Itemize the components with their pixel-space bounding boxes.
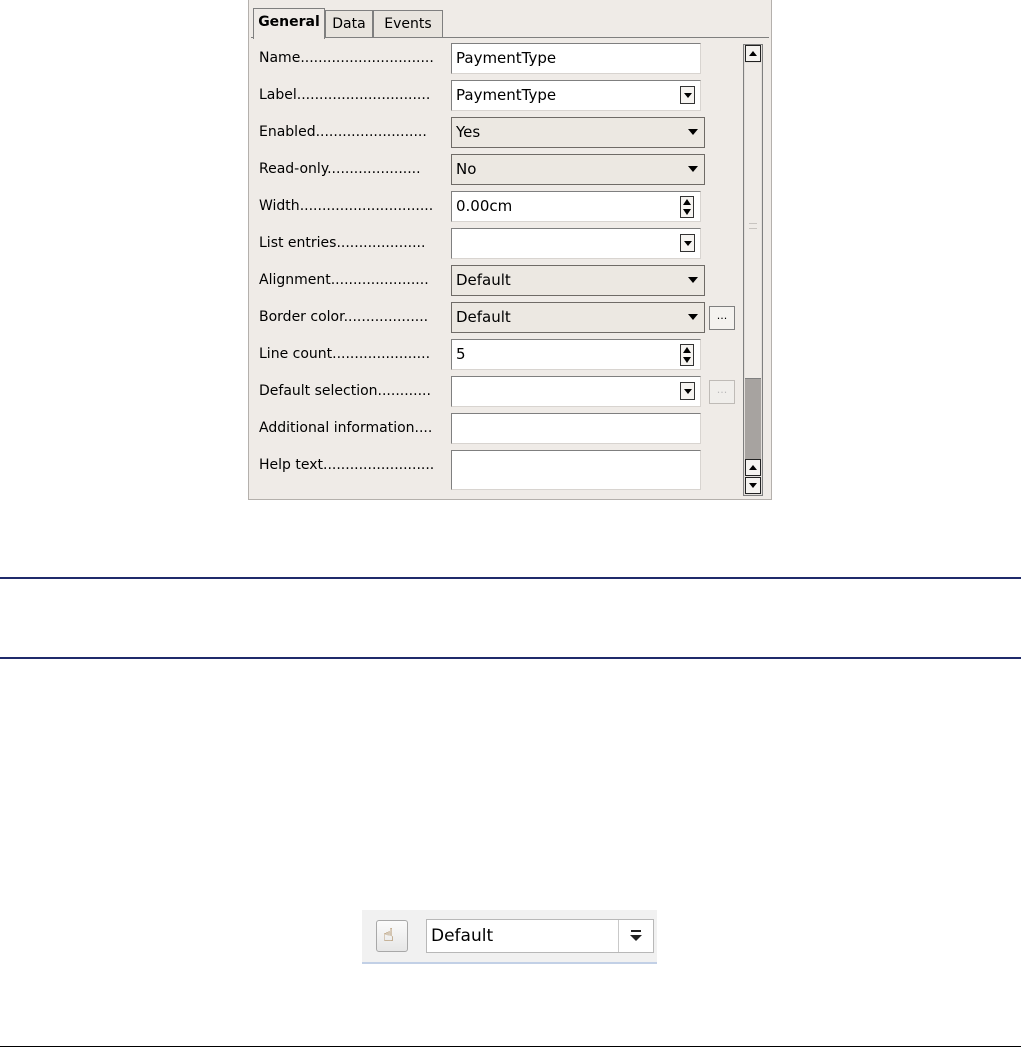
note-bottom-rule <box>0 657 1021 659</box>
arrow-down-icon <box>749 483 757 488</box>
property-label: Enabled......................... <box>259 124 427 140</box>
property-row-alignment <box>251 260 739 296</box>
alignment-listbox[interactable]: Default <box>451 265 705 296</box>
property-row-list-entries <box>251 223 739 259</box>
vertical-scrollbar[interactable] <box>743 44 763 496</box>
property-row-line-count <box>251 334 739 370</box>
property-row-width <box>251 186 739 222</box>
property-label: Name.............................. <box>259 50 434 66</box>
scroll-up-button[interactable] <box>745 45 761 62</box>
page-bottom-rule <box>0 1046 1021 1047</box>
width-spinbox[interactable]: 0.00cm <box>451 191 701 222</box>
dropdown-bar-icon <box>631 930 641 932</box>
arrow-up-icon <box>749 51 757 56</box>
tab-general[interactable]: General <box>253 8 325 39</box>
property-label: List entries.................... <box>259 235 426 251</box>
property-row-border-color <box>251 297 739 333</box>
note-top-rule <box>0 577 1021 579</box>
scroll-up-button-lower[interactable] <box>745 459 761 476</box>
property-label: Border color................... <box>259 309 429 325</box>
border-color-listbox[interactable]: Default <box>451 302 705 333</box>
chevron-down-icon <box>688 277 698 283</box>
dropdown-arrow-icon[interactable] <box>680 382 695 400</box>
property-label: Alignment...................... <box>259 272 429 288</box>
label-combo[interactable]: PaymentType <box>451 80 701 111</box>
dropdown-arrow-icon[interactable] <box>680 86 695 104</box>
form-toolbar <box>362 910 657 964</box>
property-row-help-text <box>251 445 739 481</box>
tab-data[interactable]: Data <box>325 10 373 37</box>
style-select[interactable]: Default <box>426 919 654 953</box>
property-label: Width.............................. <box>259 198 434 214</box>
chevron-down-icon <box>688 314 698 320</box>
property-label: Line count...................... <box>259 346 431 362</box>
property-row-label <box>251 75 739 111</box>
grip-icon <box>749 223 757 229</box>
help-text-field[interactable] <box>451 450 701 490</box>
border-color-ellipsis-button[interactable]: ... <box>709 306 735 330</box>
list-entries-combo[interactable] <box>451 228 701 259</box>
name-field[interactable]: PaymentType <box>451 43 701 74</box>
property-label: Read-only..................... <box>259 161 421 177</box>
read-only-listbox[interactable]: No <box>451 154 705 185</box>
select-separator <box>618 920 619 952</box>
spin-buttons-icon[interactable] <box>680 196 694 218</box>
arrow-up-icon <box>749 465 757 470</box>
property-row-enabled <box>251 112 739 148</box>
scroll-down-button[interactable] <box>745 477 761 494</box>
scroll-thumb[interactable] <box>745 63 761 379</box>
properties-dialog <box>248 0 772 500</box>
chevron-down-icon <box>688 166 698 172</box>
default-selection-ellipsis-button[interactable]: ... <box>709 380 735 404</box>
general-properties-panel <box>251 37 769 498</box>
hand-pointer-icon: ☝ <box>383 925 394 946</box>
property-row-default-selection <box>251 371 739 407</box>
property-row-name <box>251 38 739 74</box>
scroll-track[interactable] <box>745 379 761 459</box>
property-label: Additional information.... <box>259 420 433 436</box>
property-row-additional-information <box>251 408 739 444</box>
additional-information-field[interactable] <box>451 413 701 444</box>
tab-events[interactable]: Events <box>373 10 443 37</box>
chevron-down-icon[interactable] <box>630 935 642 941</box>
property-label: Default selection............ <box>259 383 431 399</box>
property-label: Label.............................. <box>259 87 431 103</box>
chevron-down-icon <box>688 129 698 135</box>
line-count-spinbox[interactable]: 5 <box>451 339 701 370</box>
spin-buttons-icon[interactable] <box>680 344 694 366</box>
property-label: Help text......................... <box>259 457 435 473</box>
design-mode-button[interactable] <box>376 920 408 952</box>
default-selection-combo[interactable] <box>451 376 701 407</box>
property-row-read-only <box>251 149 739 185</box>
dropdown-arrow-icon[interactable] <box>680 234 695 252</box>
enabled-listbox[interactable]: Yes <box>451 117 705 148</box>
